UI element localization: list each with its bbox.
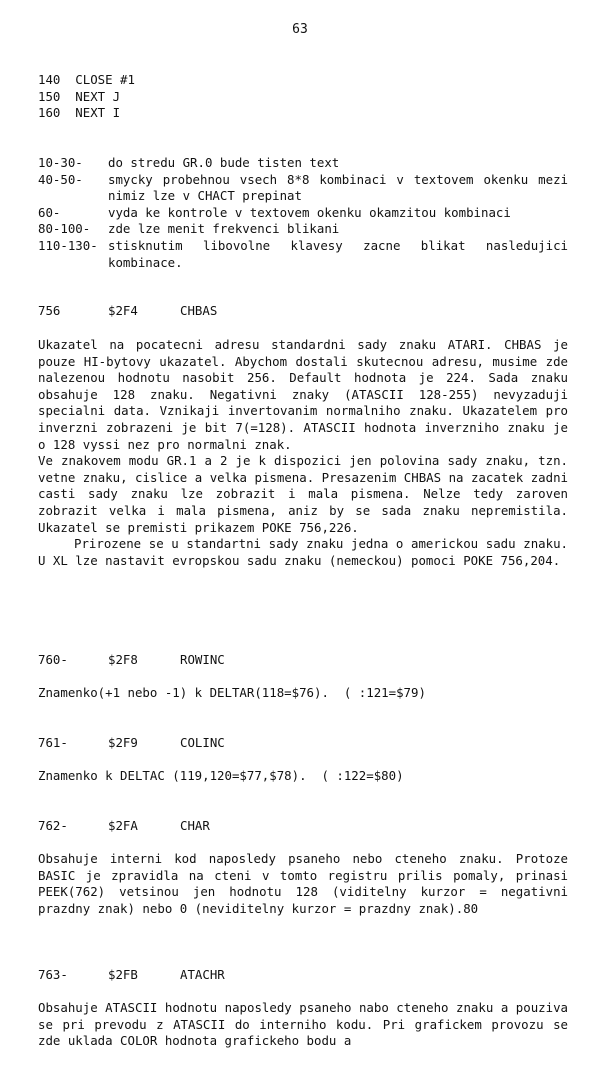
- note-range: 110-130-: [38, 237, 98, 253]
- paragraph: Obsahuje interni kod naposledy psaneho nebo cteneho znaku. Protoze BASIC je zpravidla na cteni v tomto registru prilis pomaly, prinasi PEEK(762) vetsinou jen hodnotu 128 (viditelny kurzor = negativni prazdny znak) nebo 0 (neviditelny kurzor = prazdny znak).80: [38, 851, 568, 916]
- section-body-chbas: [38, 337, 568, 569]
- code-listing: [38, 72, 568, 122]
- note-row: [38, 238, 568, 271]
- note-row: [38, 155, 568, 172]
- register-hex: $2F9: [108, 735, 138, 750]
- section-header-char: [38, 818, 568, 835]
- note-range: 80-100-: [38, 221, 91, 237]
- note-text: smycky probehnou vsech 8*8 kombinaci v textovem okenku mezi nimiz lze v CHACT prepinat: [108, 171, 568, 204]
- register-name: CHAR: [180, 818, 210, 833]
- section-body-atachr: [38, 1000, 568, 1050]
- register-number: 756: [38, 303, 61, 318]
- note-range: 40-50-: [38, 171, 83, 187]
- note-text: stisknutim libovolne klavesy zacne blikat nasledujici kombinace.: [108, 237, 568, 270]
- page-number: 63: [292, 22, 308, 37]
- register-number: 762-: [38, 818, 68, 833]
- section-header-chbas: [38, 303, 568, 320]
- note-range: 10-30-: [38, 155, 83, 170]
- register-number: 763-: [38, 967, 68, 982]
- section-header-colinc: [38, 735, 568, 752]
- register-name: ROWINC: [180, 652, 225, 667]
- note-row: [38, 221, 568, 238]
- register-name: ATACHR: [180, 967, 225, 982]
- register-hex: $2FB: [108, 967, 138, 982]
- paragraph: Znamenko k DELTAC (119,120=$77,$78). ( :122=$80): [38, 768, 404, 783]
- register-name: CHBAS: [180, 303, 218, 318]
- register-hex: $2F4: [108, 303, 138, 318]
- note-row: [38, 172, 568, 205]
- code-line: 140 CLOSE #1: [38, 72, 135, 87]
- register-number: 760-: [38, 652, 68, 667]
- paragraph: Ve znakovem modu GR.1 a 2 je k dispozici jen polovina sady znaku, tzn. vetne znaku, cislice a velka pismena. Presazenim CHBAS na zacatek zadni casti sady znaku lze zobrazit i mala pismena. Nelze tedy zaroven zobrazit velka i mala pismena, aniz by se sada znaku nepremistila. Ukazatel se premisti prikazem POKE 756,226.: [38, 453, 568, 535]
- note-range: 60-: [38, 204, 61, 220]
- note-row: [38, 205, 568, 222]
- register-hex: $2FA: [108, 818, 138, 833]
- note-text: zde lze menit frekvenci blikani: [108, 221, 340, 237]
- section-header-atachr: [38, 967, 568, 984]
- register-number: 761-: [38, 735, 68, 750]
- code-line: 150 NEXT J: [38, 88, 121, 104]
- section-header-rowinc: [38, 652, 568, 669]
- paragraph: Obsahuje ATASCII hodnotu naposledy psaneho nabo cteneho znaku a pouziva se pri prevodu z ATASCII do interniho kodu. Pri grafickem provozu se zde uklada COLOR hodnota grafickeho bodu a: [38, 1000, 568, 1049]
- line-notes: [38, 155, 568, 271]
- note-text: vyda ke kontrole v textovem okenku okamzitou kombinaci: [108, 204, 511, 220]
- section-body-rowinc: [38, 685, 568, 702]
- register-name: COLINC: [180, 735, 225, 750]
- register-hex: $2F8: [108, 652, 138, 667]
- paragraph: Znamenko(+1 nebo -1) k DELTAR(118=$76). ( :121=$79): [38, 685, 426, 700]
- paragraph: Prirozene se u standartni sady znaku jedna o americkou sadu znaku. U XL lze nastavit evropskou sadu znaku (nemeckou) pomoci POKE 756,204.: [38, 536, 568, 568]
- paragraph: Ukazatel na pocatecni adresu standardni sady znaku ATARI. CHBAS je pouze HI-bytovy ukazatel. Abychom dostali skutecnou adresu, musime zde nalezenou hodnotu nasobit 256. Default hodnota je 224. Sada znaku obsahuje 128 znaku. Negativni znaky (ATASCII 128-255) nevyzaduji specialni data. Vznikaji invertovanim normalniho znaku. Ukazatelem pro inverzni zobrazeni je bit 7(=128). ATASCII hodnota inverzniho znaku je o 128 vyssi nez pro normalni znak.: [38, 337, 568, 452]
- section-body-char: [38, 851, 568, 917]
- section-body-colinc: [38, 768, 568, 785]
- code-line: 160 NEXT I: [38, 105, 121, 121]
- note-text: do stredu GR.0 bude tisten text: [108, 155, 340, 170]
